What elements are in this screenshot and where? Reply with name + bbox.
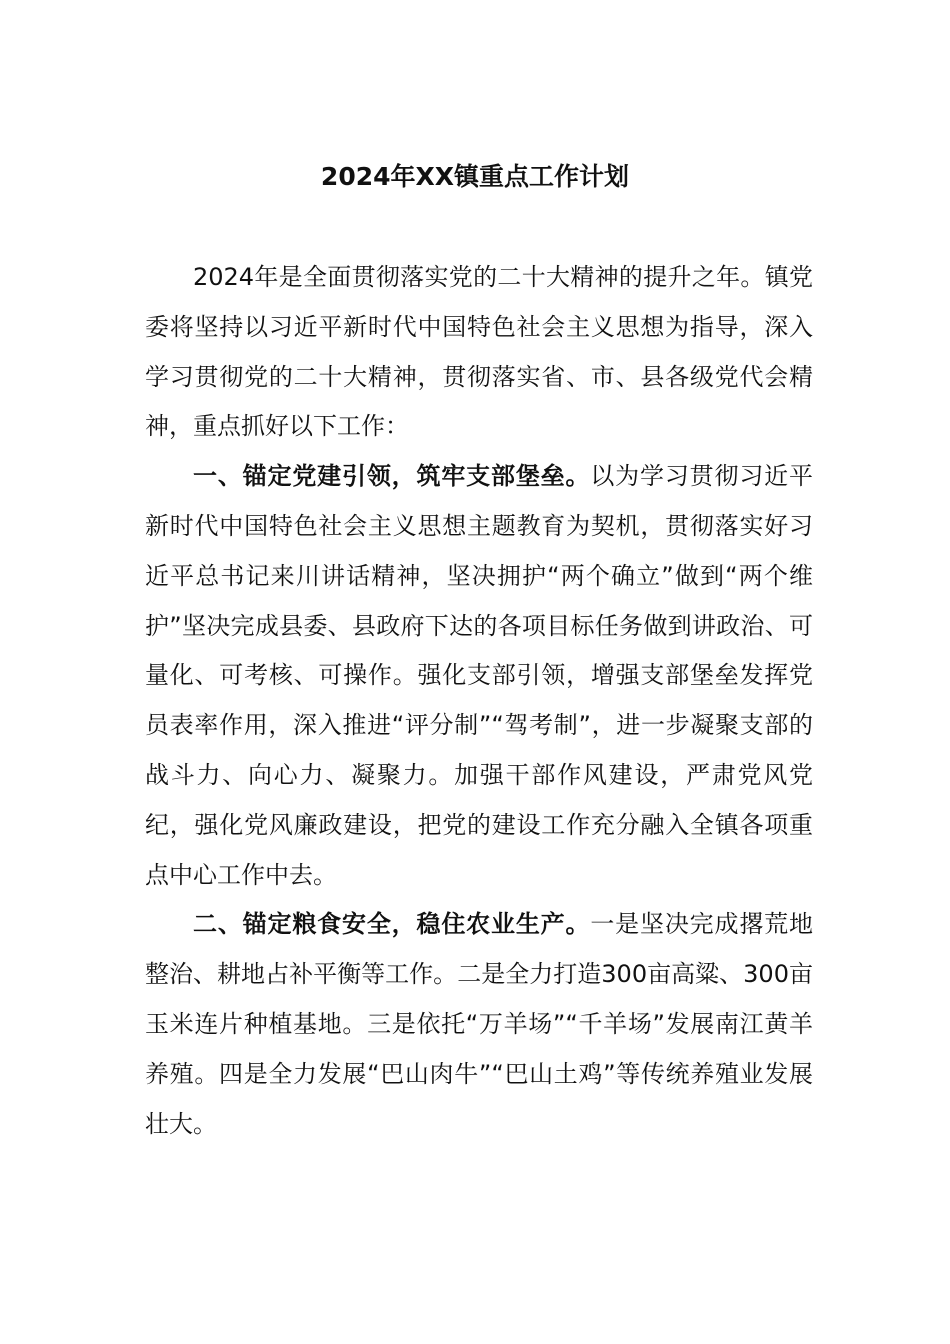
section-heading-2: 二、锚定粮食安全，稳住农业生产。 [193, 910, 591, 939]
section-text-1: 以为学习贯彻习近平新时代中国特色社会主义思想主题教育为契机，贯彻落实好习近平总书记来川讲话精神，坚决拥护“两个确立”做到“两个维护”坚决完成县委、县政府下达的各项目标任务做到讲政治、可量化、可考核、可操作。强化支部引领，增强支部堡垒发挥党员表率作用，深入推进“评分制”“驾考制”，进一步凝聚支部的战斗力、向心力、凝聚力。加强干部作风建设，严肃党风党纪，强化党风廉政建设，把党的建设工作充分融入全镇各项重点中心工作中去。 [145, 462, 814, 889]
section-paragraph-2 [145, 900, 813, 1149]
intro-paragraph: 2024年是全面贯彻落实党的二十大精神的提升之年。镇党委将坚持以习近平新时代中国特色社会主义思想为指导，深入学习贯彻党的二十大精神，贯彻落实省、市、县各级党代会精神，重点抓好以下工作： [145, 263, 813, 441]
section-text-2: 一是坚决完成撂荒地整治、耕地占补平衡等工作。二是全力打造300亩高粱、300亩玉米连片种植基地。三是依托“万羊场”“千羊场”发展南江黄羊养殖。四是全力发展“巴山肉牛”“巴山土鸡”等传统养殖业发展壮大。 [145, 910, 814, 1138]
document-title: 2024年XX镇重点工作计划 [320, 162, 630, 191]
section-heading-1: 一、锚定党建引领，筑牢支部堡垒。 [193, 462, 591, 491]
section-paragraph-1 [145, 452, 813, 900]
document-body [145, 253, 813, 1149]
